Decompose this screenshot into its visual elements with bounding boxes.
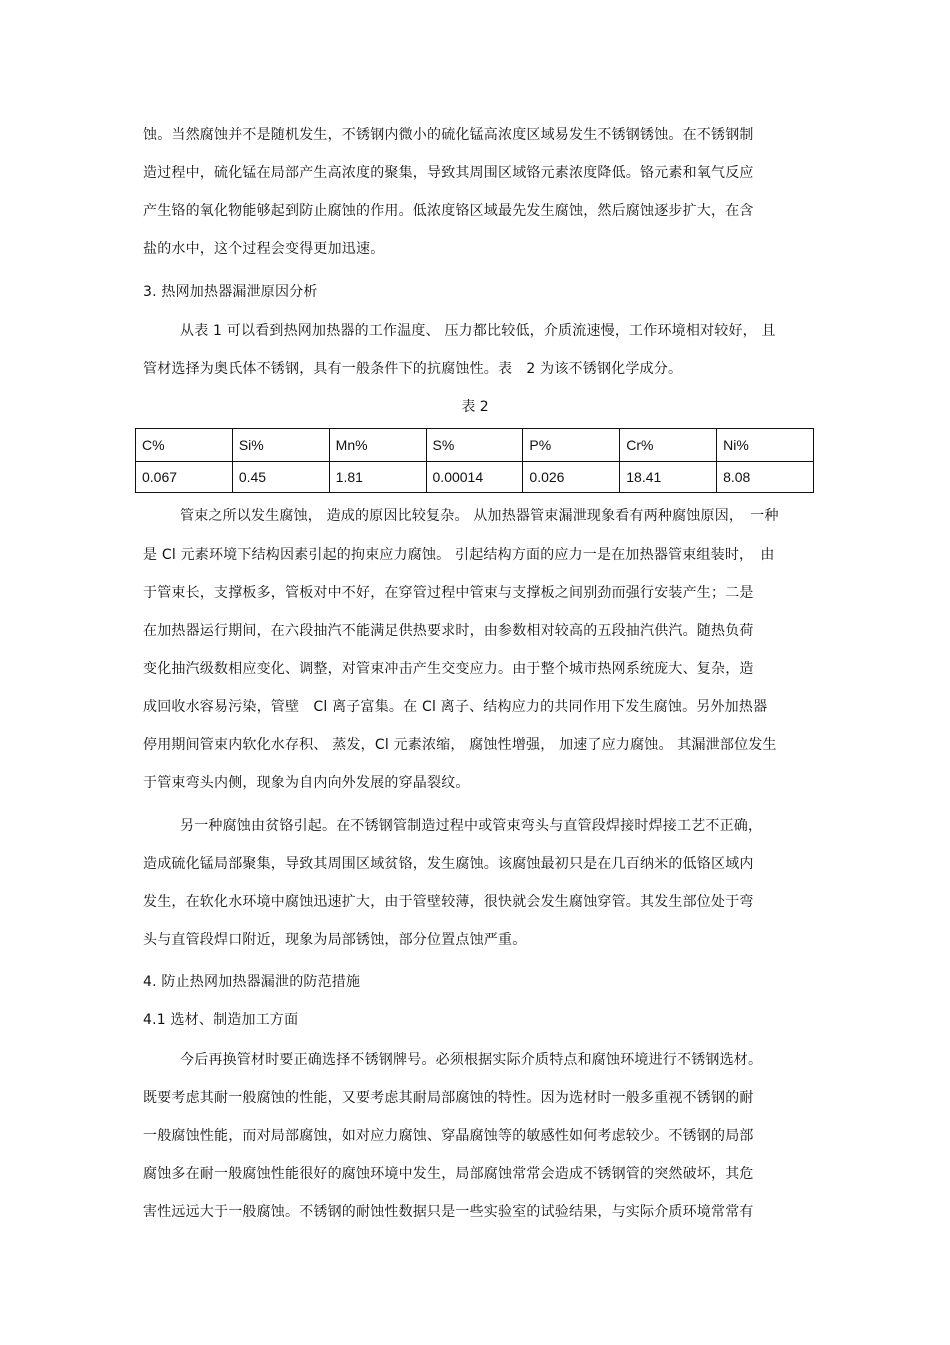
table-cell: 18.41 (620, 462, 717, 493)
table-header-cell: S% (426, 429, 523, 462)
table-caption: 表 2 (461, 399, 489, 415)
table-header-cell: Ni% (717, 429, 814, 462)
paragraph-3-line-3: 于管束长，支撑板多，管板对中不好，在穿管过程中管束与支撑板之间别劲而强行安装产生；二是 (143, 585, 754, 601)
paragraph-3-line-7: 停用期间管束内软化水存积、 蒸发，Cl 元素浓缩， 腐蚀性增强， 加速了应力腐蚀。 其漏泄部位发生 (143, 737, 777, 753)
table-cell: 1.81 (329, 462, 426, 493)
paragraph-3-line-5: 变化抽汽级数相应变化、调整，对管束冲击产生交变应力。由于整个城市热网系统庞大、复杂，造 (143, 661, 754, 677)
section-4-1-heading: 4.1 选材、制造加工方面 (143, 1012, 299, 1028)
paragraph-4-line-2: 造成硫化锰局部聚集，导致其周围区域贫铬，发生腐蚀。该腐蚀最初只是在几百纳米的低铬区域内 (143, 856, 754, 872)
paragraph-1-line-2: 造过程中，硫化锰在局部产生高浓度的聚集，导致其周围区域铬元素浓度降低。铬元素和氧气反应 (143, 165, 754, 181)
table-header-cell: Cr% (620, 429, 717, 462)
table-cell: 0.067 (136, 462, 233, 493)
table-header-cell: Si% (232, 429, 329, 462)
paragraph-2-line-1: 从表 1 可以看到热网加热器的工作温度、 压力都比较低，介质流速慢，工作环境相对较好， 且 (180, 323, 776, 339)
paragraph-4-line-1: 另一种腐蚀由贫铬引起。在不锈钢管制造过程中或管束弯头与直管段焊接时焊接工艺不正确， (180, 818, 763, 834)
paragraph-5-line-1: 今后再换管材时要正确选择不锈钢牌号。必须根据实际介质特点和腐蚀环境进行不锈钢选材。 (180, 1052, 763, 1068)
paragraph-3-line-2: 是 Cl 元素环境下结构因素引起的拘束应力腐蚀。 引起结构方面的应力一是在加热器管束组装时， 由 (143, 547, 775, 563)
table-cell: 0.45 (232, 462, 329, 493)
paragraph-1-line-1: 蚀。当然腐蚀并不是随机发生，不锈钢内微小的硫化锰高浓度区域易发生不锈钢锈蚀。在不锈钢制 (143, 127, 754, 143)
paragraph-5-line-2: 既要考虑其耐一般腐蚀的性能，又要考虑其耐局部腐蚀的特性。因为选材时一般多重视不锈钢的耐 (143, 1090, 754, 1106)
table-cell: 0.00014 (426, 462, 523, 493)
paragraph-5-line-4: 腐蚀多在耐一般腐蚀性能很好的腐蚀环境中发生，局部腐蚀常常会造成不锈钢管的突然破坏，其危 (143, 1166, 754, 1182)
paragraph-4-line-3: 发生，在软化水环境中腐蚀迅速扩大，由于管壁较薄，很快就会发生腐蚀穿管。其发生部位处于弯 (143, 894, 754, 910)
paragraph-5-line-5: 害性远远大于一般腐蚀。不锈钢的耐蚀性数据只是一些实验室的试验结果，与实际介质环境常常有 (143, 1204, 754, 1220)
section-3-heading: 3. 热网加热器漏泄原因分析 (143, 284, 318, 300)
paragraph-3-line-1: 管束之所以发生腐蚀， 造成的原因比较复杂。 从加热器管束漏泄现象看有两种腐蚀原因， 一种 (180, 508, 779, 524)
section-4-heading: 4. 防止热网加热器漏泄的防范措施 (143, 974, 361, 990)
paragraph-5-line-3: 一般腐蚀性能，而对局部腐蚀，如对应力腐蚀、穿晶腐蚀等的敏感性如何考虑较少。不锈钢的局部 (143, 1128, 754, 1144)
paragraph-3-line-6: 成回收水容易污染，管壁 Cl 离子富集。在 Cl 离子、结构应力的共同作用下发生腐蚀。另外加热器 (143, 699, 768, 715)
paragraph-4-line-4: 头与直管段焊口附近，现象为局部锈蚀，部分位置点蚀严重。 (143, 932, 527, 948)
table-cell: 0.026 (523, 462, 620, 493)
table-header-cell: Mn% (329, 429, 426, 462)
paragraph-2-line-2: 管材选择为奥氏体不锈钢，具有一般条件下的抗腐蚀性。表 2 为该不锈钢化学成分。 (143, 361, 683, 377)
table-header-row (136, 429, 814, 462)
table-cell: 8.08 (717, 462, 814, 493)
table-header-cell: P% (523, 429, 620, 462)
table-row (136, 462, 814, 493)
paragraph-1-line-4: 盐的水中，这个过程会变得更加迅速。 (143, 241, 385, 257)
paragraph-3-line-8: 于管束弯头内侧，现象为自内向外发展的穿晶裂纹。 (143, 775, 470, 791)
paragraph-1-line-3: 产生铬的氧化物能够起到防止腐蚀的作用。低浓度铬区域最先发生腐蚀，然后腐蚀逐步扩大，在含 (143, 203, 754, 219)
chemical-composition-table (135, 428, 814, 493)
table-header-cell: C% (136, 429, 233, 462)
paragraph-3-line-4: 在加热器运行期间，在六段抽汽不能满足供热要求时，由参数相对较高的五段抽汽供汽。随热负荷 (143, 623, 754, 639)
